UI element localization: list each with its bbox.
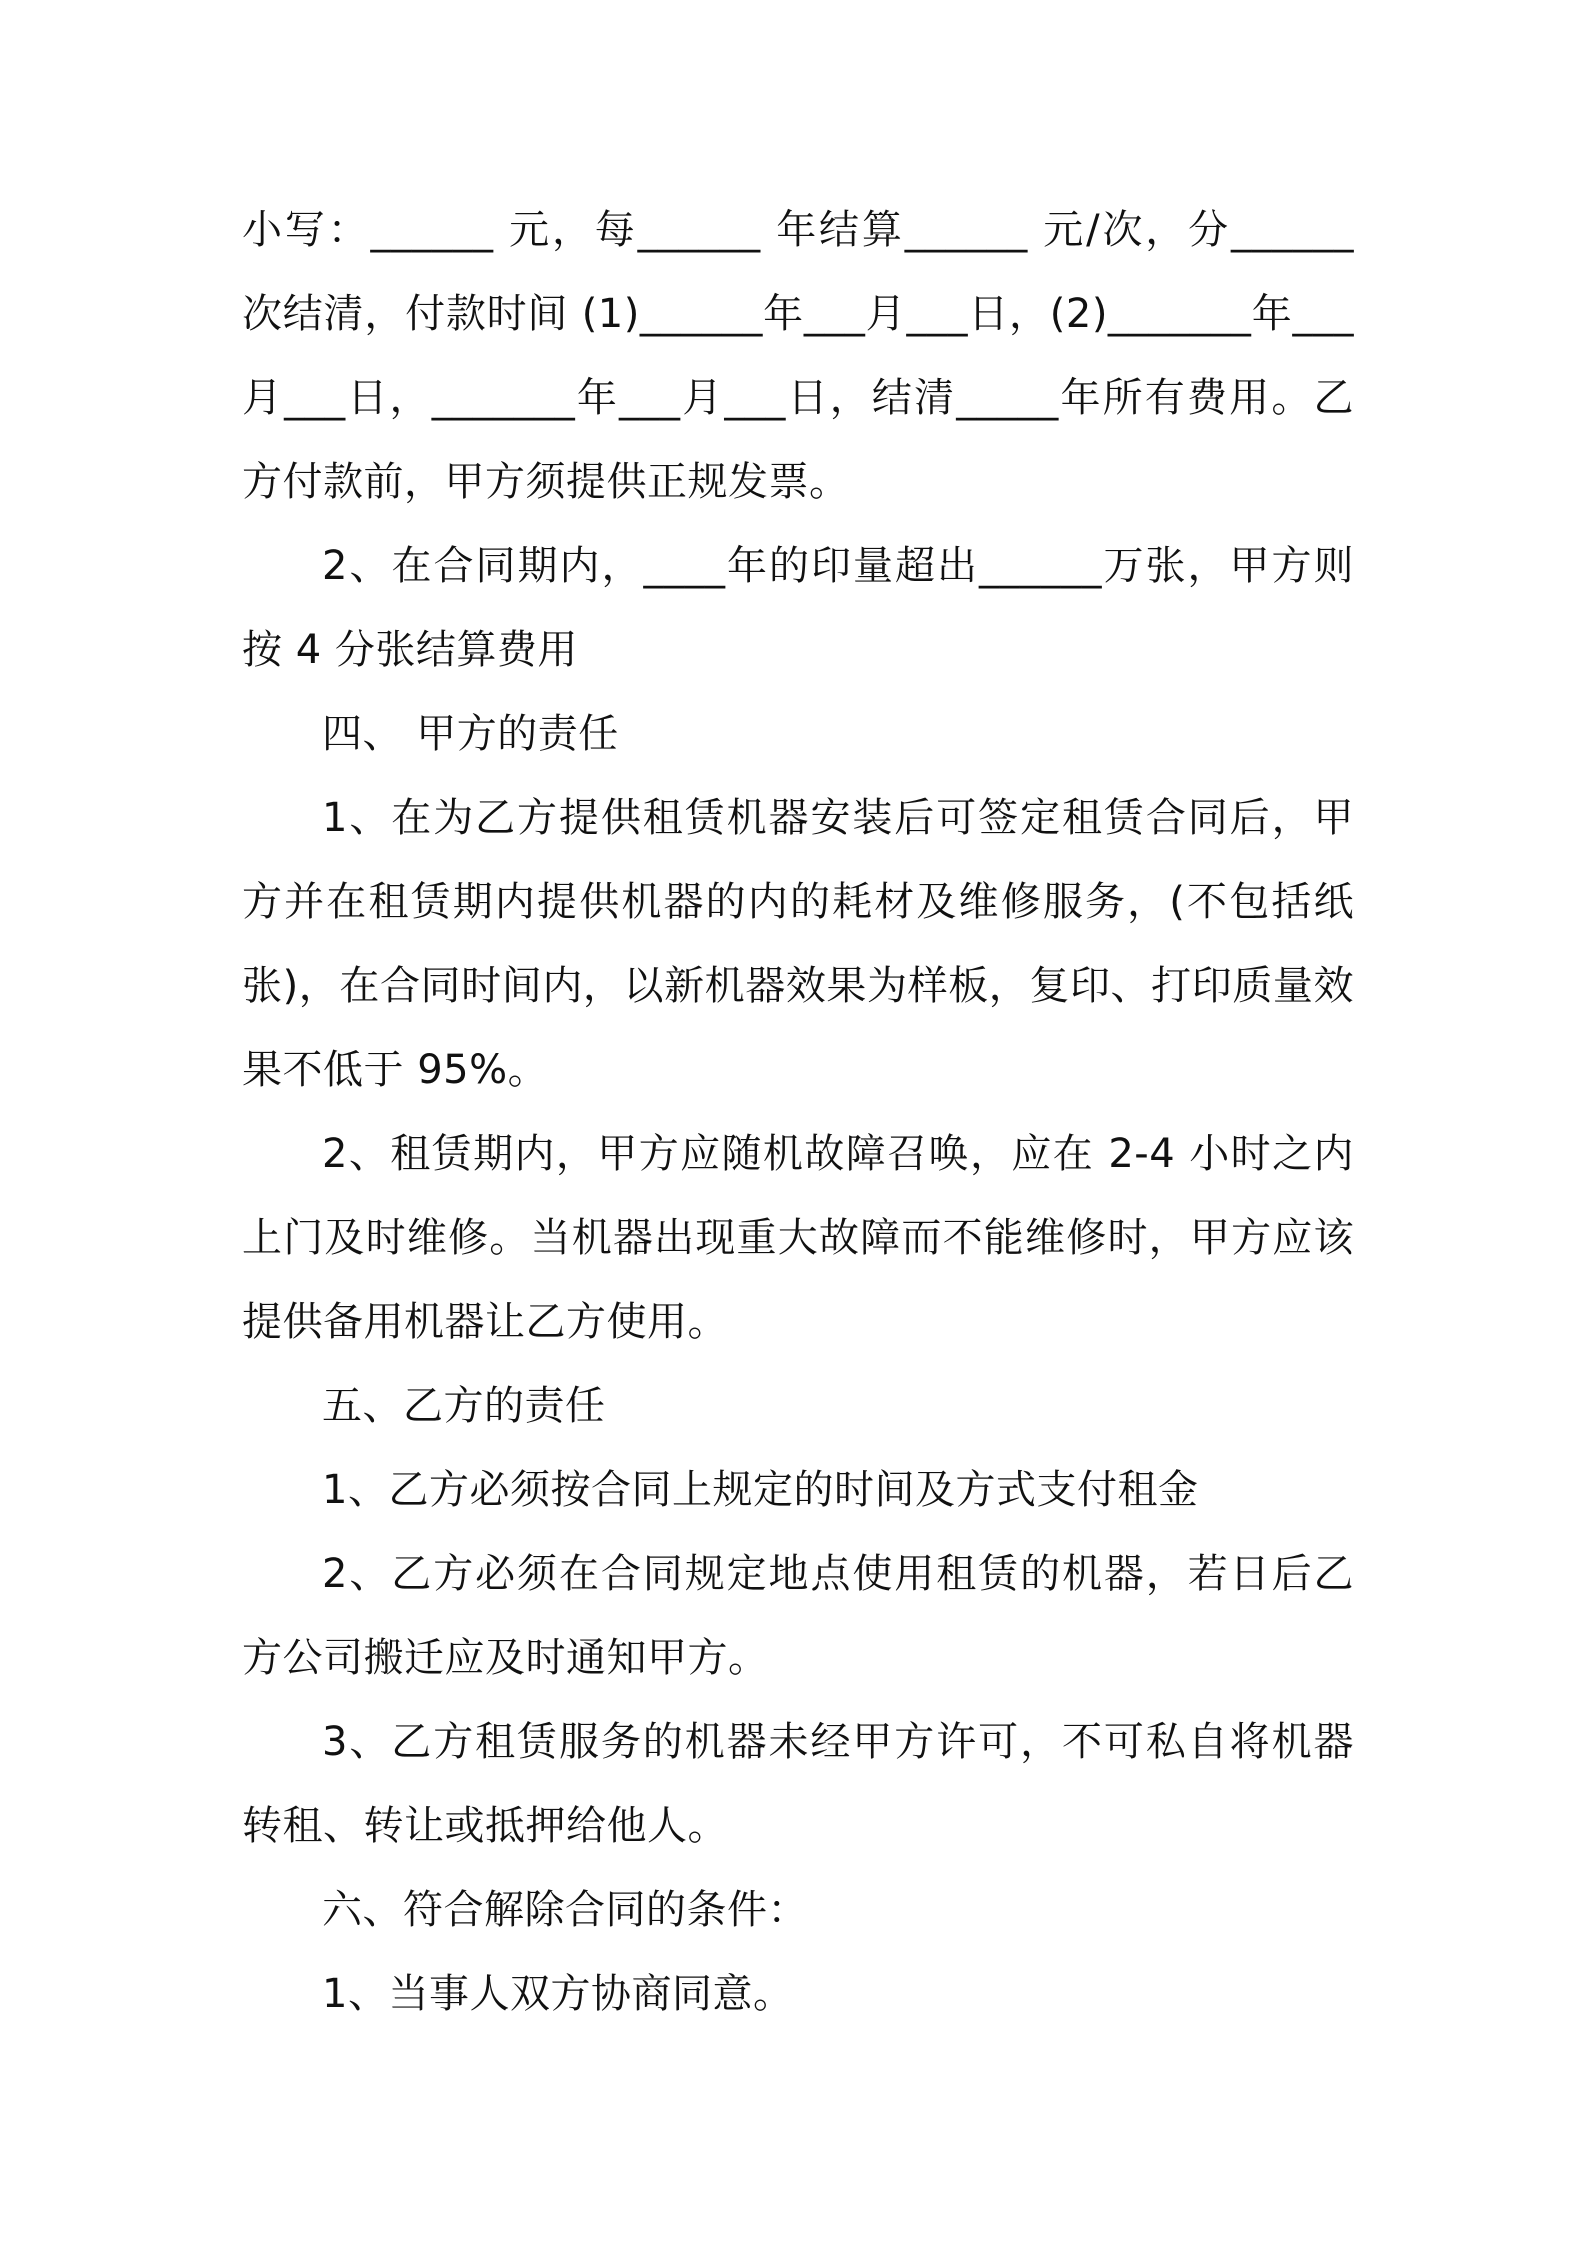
- clause-4-2-paragraph: 2、租赁期内，甲方应随机故障召唤，应在 2-4 小时之内上门及时维修。当机器出现重大故障而不能维修时，甲方应该提供备用机器让乙方使用。: [242, 1131, 1354, 1345]
- section-5-heading: 五、乙方的责任: [322, 1383, 606, 1429]
- clause-3-2-paragraph: 2、在合同期内，____年的印量超出______万张，甲方则按 4 分张结算费用: [242, 543, 1354, 673]
- clause-6-1-paragraph: 1、当事人双方协商同意。: [322, 1971, 794, 2017]
- clause-5-2-paragraph: 2、乙方必须在合同规定地点使用租赁的机器，若日后乙方公司搬迁应及时通知甲方。: [242, 1551, 1354, 1681]
- contract-body: [242, 188, 1354, 2036]
- clause-5-3-paragraph: 3、乙方租赁服务的机器未经甲方许可，不可私自将机器转租、转让或抵押给他人。: [242, 1719, 1354, 1849]
- clause-4-1-paragraph: 1、在为乙方提供租赁机器安装后可签定租赁合同后，甲方并在租赁期内提供机器的内的耗材及维修服务，(不包括纸张)，在合同时间内，以新机器效果为样板，复印、打印质量效果不低于 95%。: [242, 795, 1354, 1093]
- clause-5-1-paragraph: 1、乙方必须按合同上规定的时间及方式支付租金: [322, 1467, 1199, 1513]
- payment-terms-paragraph: 小写：______ 元，每______ 年结算______ 元/次，分______次结清，付款时间 (1)______年___月___日，(2)_______年___月___日，_______年___月___日，结清_____年所有费用。乙方付款前，甲方须提供正规发票。: [242, 207, 1354, 505]
- section-4-heading: 四、 甲方的责任: [322, 711, 619, 757]
- section-6-heading: 六、符合解除合同的条件：: [322, 1887, 808, 1933]
